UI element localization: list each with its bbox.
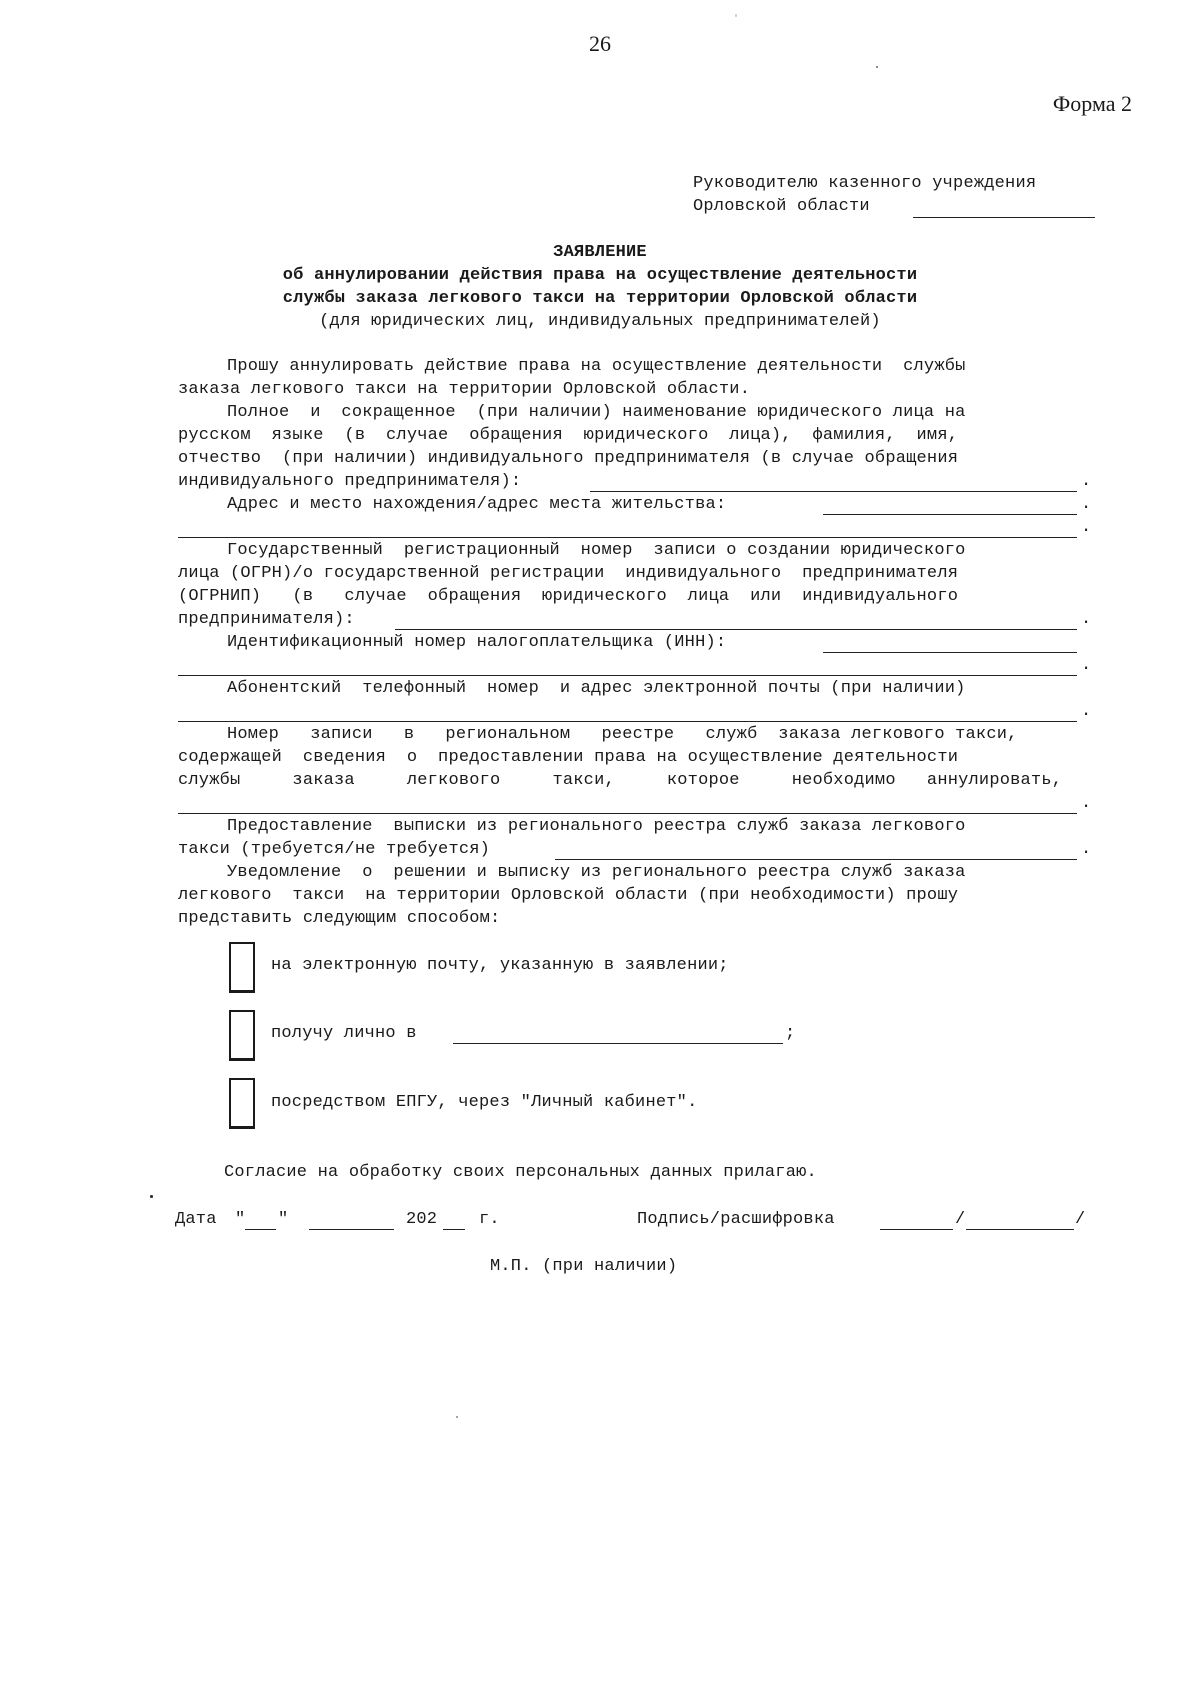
document-subject-line-1: об аннулировании действия права на осуществление деятельности <box>282 266 918 285</box>
name-input-period: . <box>1081 472 1092 491</box>
date-label: Дата <box>175 1210 217 1229</box>
consent-statement: Согласие на обработку своих персональных данных прилагаю. <box>224 1163 817 1182</box>
date-month-blank[interactable] <box>309 1229 394 1230</box>
phone-input-line[interactable] <box>178 721 1077 722</box>
extract-field-label: такси (требуется/не требуется) <box>178 840 491 859</box>
epgu-option-checkbox[interactable] <box>229 1078 255 1128</box>
registry-field-line-1: Номер записи в региональном реестре служб заказа легкового такси, <box>227 725 1018 744</box>
signature-label: Подпись/расшифровка <box>637 1210 835 1229</box>
date-year-suffix: г. <box>479 1210 500 1229</box>
personal-option-checkbox[interactable] <box>229 1010 255 1060</box>
personal-option-label: получу лично в <box>271 1024 417 1043</box>
signature-slash-2: / <box>1075 1210 1086 1229</box>
scan-speck <box>876 66 878 68</box>
registry-field-line-2: содержащей сведения о предоставлении права на осуществление деятельности <box>178 748 959 767</box>
addressee-line-2: Орловской области <box>693 197 870 216</box>
email-option-label: на электронную почту, указанную в заявлении; <box>271 956 729 975</box>
date-quote-close: " <box>278 1210 289 1229</box>
ogrn-field-label: предпринимателя): <box>178 610 355 629</box>
address-period-2: . <box>1081 518 1092 537</box>
personal-option-end: ; <box>785 1024 796 1043</box>
notification-line-1: Уведомление о решении и выписку из регионального реестра служб заказа <box>227 863 966 882</box>
applicant-type-note: (для юридических лиц, индивидуальных предпринимателей) <box>319 312 881 331</box>
document-subject-line-2: службы заказа легкового такси на территории Орловской области <box>282 289 918 308</box>
registry-period: . <box>1081 794 1092 813</box>
name-field-label: индивидуального предпринимателя): <box>178 472 522 491</box>
personal-location-input-line[interactable] <box>453 1043 783 1044</box>
request-line-2: заказа легкового такси на территории Орловской области. <box>178 380 751 399</box>
request-line-1: Прошу аннулировать действие права на осуществление деятельности службы <box>227 357 966 376</box>
epgu-option-label: посредством ЕПГУ, через "Личный кабинет". <box>271 1093 698 1112</box>
scan-speck <box>150 1195 153 1198</box>
extract-period: . <box>1081 840 1092 859</box>
notification-line-2: легкового такси на территории Орловской области (при необходимости) прошу <box>178 886 959 905</box>
email-option-checkbox[interactable] <box>229 942 255 992</box>
address-period-1: . <box>1081 495 1092 514</box>
date-quote-open: " <box>235 1210 246 1229</box>
address-field-label: Адрес и место нахождения/адрес места жительства: <box>227 495 727 514</box>
ogrn-field-line-2: лица (ОГРН)/о государственной регистрации индивидуального предпринимателя <box>178 564 959 583</box>
inn-field-label: Идентификационный номер налогоплательщика (ИНН): <box>227 633 727 652</box>
ogrn-field-line-3: (ОГРНИП) (в случае обращения юридического лица или индивидуального <box>178 587 959 606</box>
date-day-blank[interactable] <box>245 1229 276 1230</box>
date-year-prefix: 202 <box>406 1210 438 1229</box>
extract-input-line[interactable] <box>555 859 1077 860</box>
phone-period: . <box>1081 702 1092 721</box>
notification-line-3: представить следующим способом: <box>178 909 501 928</box>
inn-input-line-2[interactable] <box>178 675 1077 676</box>
registry-input-line[interactable] <box>178 813 1077 814</box>
name-input-line[interactable] <box>590 491 1077 492</box>
phone-field-label: Абонентский телефонный номер и адрес электронной почты (при наличии) <box>227 679 966 698</box>
signature-slash-1: / <box>955 1210 966 1229</box>
extract-field-line-1: Предоставление выписки из регионального реестра служб заказа легкового <box>227 817 966 836</box>
ogrn-period: . <box>1081 610 1092 629</box>
ogrn-input-line[interactable] <box>395 629 1077 630</box>
form-label: Форма 2 <box>1052 91 1132 116</box>
signature-name-blank[interactable] <box>966 1229 1074 1230</box>
inn-period: . <box>1081 656 1092 675</box>
page-number: 26 <box>589 31 611 56</box>
signature-blank[interactable] <box>880 1229 953 1230</box>
addressee-name-blank[interactable] <box>913 217 1095 218</box>
address-input-line-2[interactable] <box>178 537 1077 538</box>
stamp-note: М.П. (при наличии) <box>490 1257 678 1276</box>
name-field-line-1: Полное и сокращенное (при наличии) наименование юридического лица на <box>227 403 966 422</box>
inn-input-line-1[interactable] <box>823 652 1077 653</box>
ogrn-field-line-1: Государственный регистрационный номер записи о создании юридического <box>227 541 966 560</box>
registry-field-line-3: службы заказа легкового такси, которое необходимо аннулировать, <box>178 771 1063 790</box>
addressee-line-1: Руководителю казенного учреждения <box>693 174 1037 193</box>
name-field-line-2: русском языке (в случае обращения юридического лица), фамилия, имя, <box>178 426 959 445</box>
date-year-blank[interactable] <box>443 1229 465 1230</box>
address-input-line-1[interactable] <box>823 514 1077 515</box>
name-field-line-3: отчество (при наличии) индивидуального предпринимателя (в случае обращения <box>178 449 959 468</box>
document-heading: ЗАЯВЛЕНИЕ <box>553 243 647 262</box>
scan-speck <box>456 1416 458 1418</box>
scan-speck <box>735 14 737 17</box>
